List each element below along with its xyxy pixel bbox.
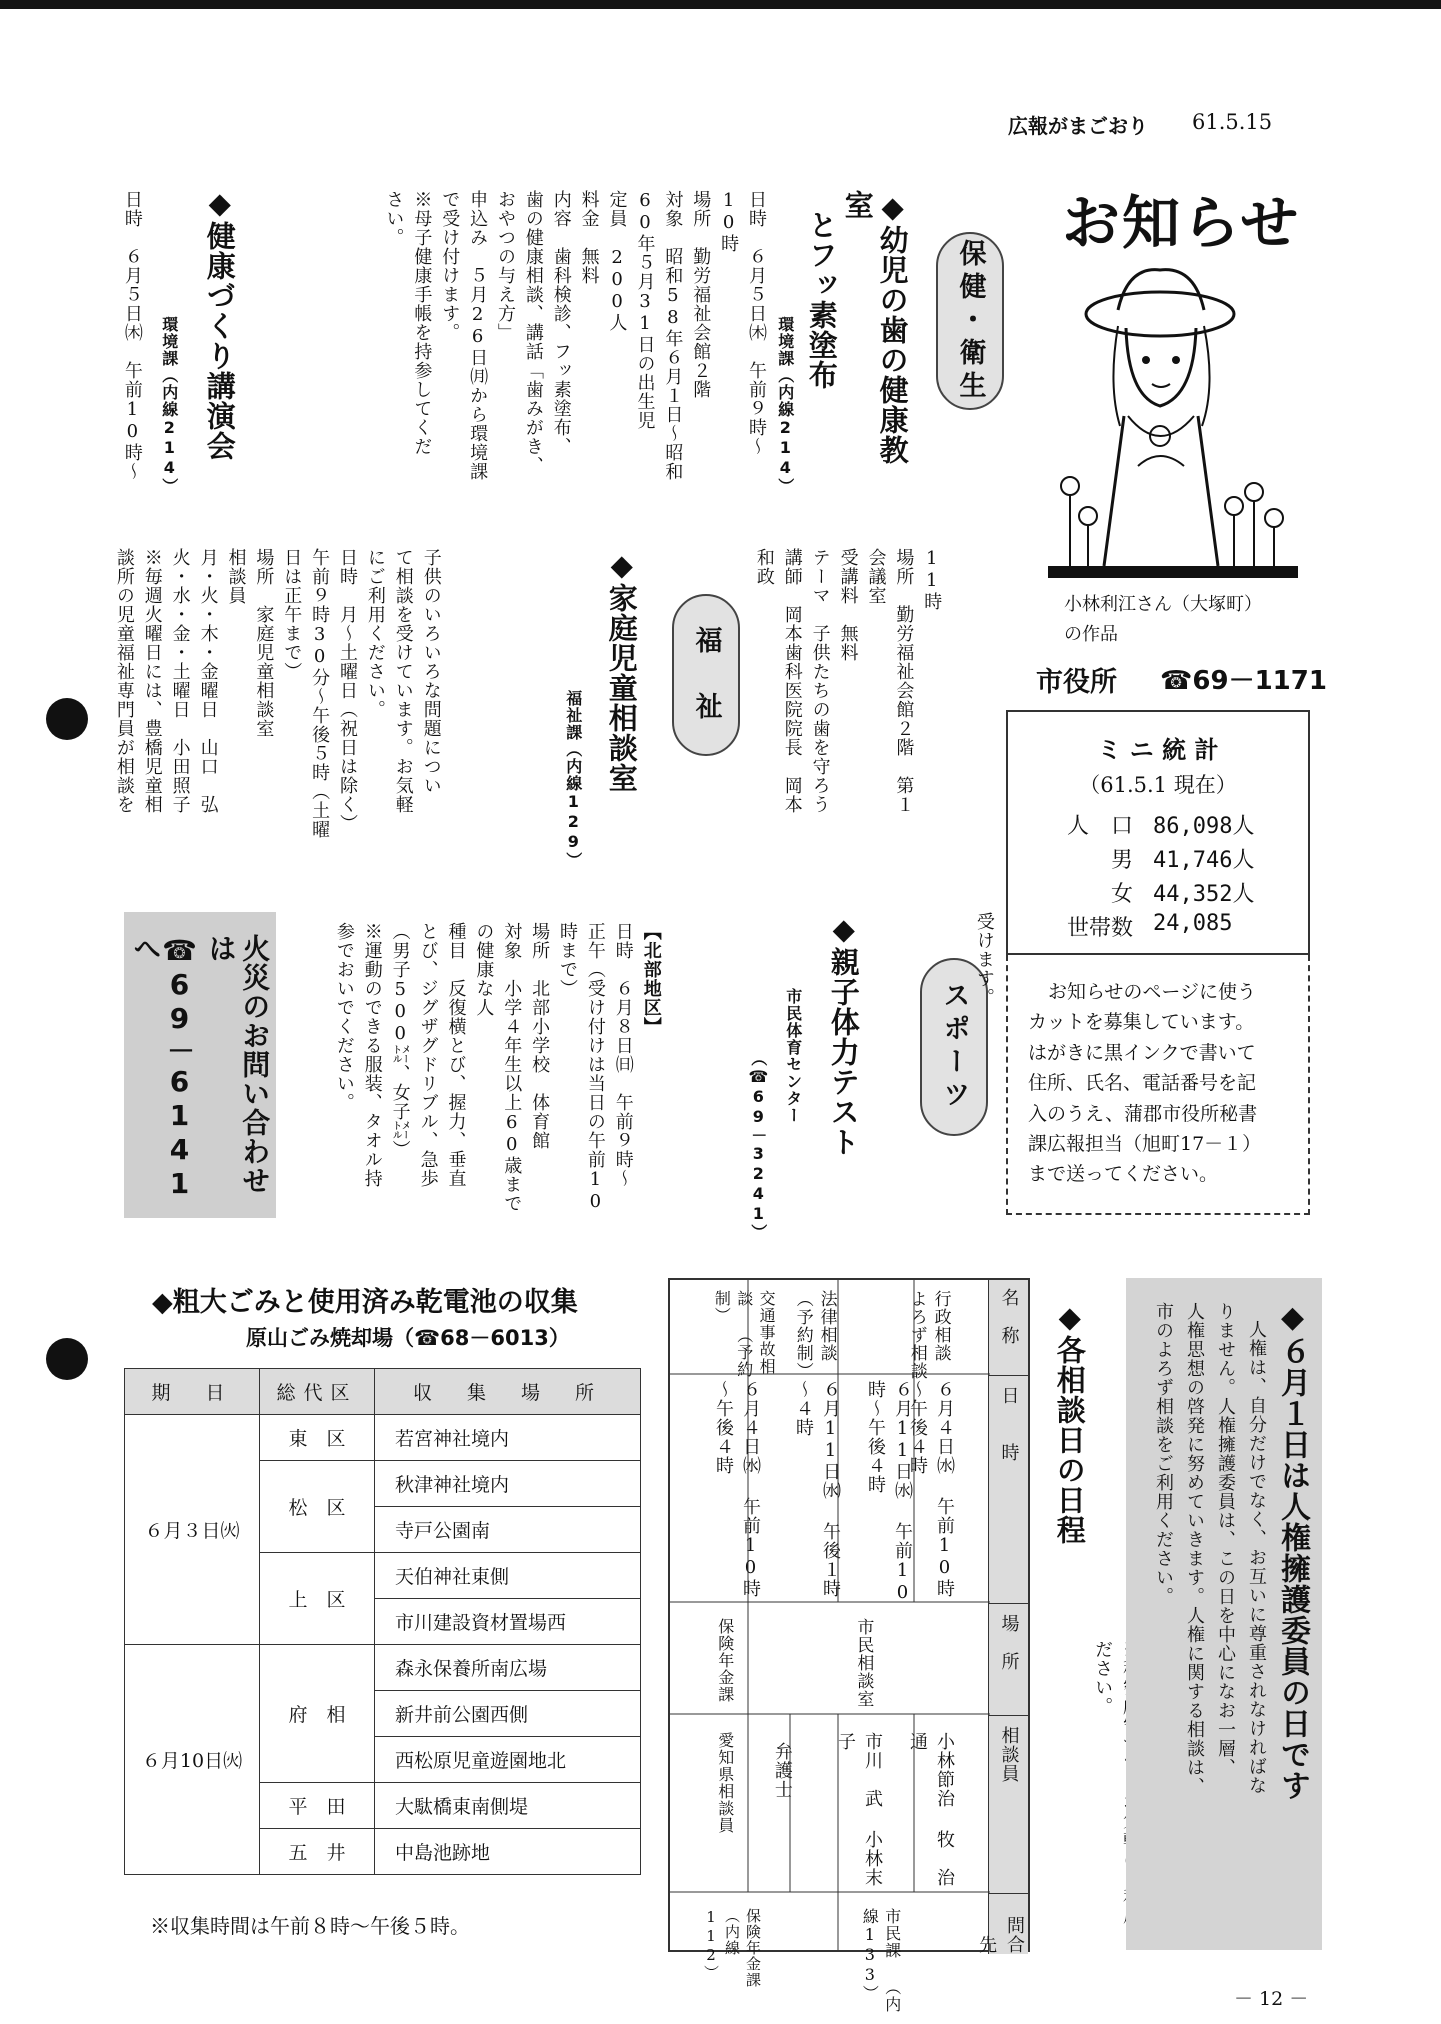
dental-line: おやつの与え方」 (494, 190, 516, 342)
family-line: 火・水・金・土曜日 小田照子 (169, 548, 191, 814)
health-lecture-cont (750, 548, 945, 858)
fitness-body (330, 922, 665, 1242)
mini-stats-asof: （61.5.1 現在） (1079, 773, 1237, 797)
dental-line: 歯の健康相談、講話「歯みがき、 (522, 190, 544, 475)
dental-line: 場所 勤労福祉会館２階 (690, 190, 712, 399)
dental-title-1: ◆幼児の歯の健康教室 (840, 190, 910, 465)
top-rule (0, 0, 1441, 9)
fitness-line: の健康な人 (473, 922, 495, 1017)
recruit-line: まで送ってください。 (1028, 1163, 1219, 1186)
recruit-line: お知らせのページに使う (1048, 981, 1257, 1003)
consult-name-1: 行政相談 よろず相談 (906, 1290, 951, 1380)
health-lecture-title: ◆健康づくり講演会 (202, 186, 237, 461)
illustration-caption-1: 小林利江さん（大塚町） (1064, 594, 1262, 615)
family-line: 月・火・木・金曜日 山口 弘 (197, 548, 219, 814)
family-line: 談所の児童福祉専門員が相談を (113, 548, 135, 814)
mini-stats-box (1006, 710, 1310, 955)
dental-title-2: とフッ素塗布 (804, 210, 839, 390)
page-number: － 12 － (1234, 1988, 1309, 2010)
consult-header: 場 所 (998, 1614, 1020, 1671)
consult-place-1: 市民相談室 (853, 1618, 874, 1708)
lecture-line: テーマ 子供たちの歯を守ろう (809, 548, 831, 814)
garbage-table (124, 1368, 641, 1875)
family-line: 場所 家庭児童相談室 (253, 548, 275, 738)
girl-with-hat-and-flowers-drawing-icon (1048, 266, 1298, 586)
place-cell: 大駄橋東南側堤 (375, 1783, 641, 1829)
fitness-line: 種目 反復横とび、握力、垂直 (445, 922, 467, 1188)
district-cell: 松 区 (260, 1461, 375, 1553)
family-dept: 福祉課（内線129） (563, 690, 583, 869)
place-cell: 秋津神社境内 (375, 1461, 641, 1507)
family-tail: 受けます。 (973, 912, 995, 1007)
recruit-line: 入のうえ、蒲郡市役所秘書 (1028, 1102, 1258, 1125)
consult-time-2: ６月11日㈬ 午前10時～午後４時 (865, 1380, 913, 1604)
district-cell: 五 井 (260, 1829, 375, 1875)
stat-value: 24,085 (1153, 911, 1233, 936)
dental-line: さい。 (383, 190, 405, 247)
col-header: 総代区 (260, 1369, 375, 1415)
consult-place-2: 保険年金課 (715, 1618, 735, 1703)
fire-inquiry-box (124, 912, 276, 1218)
fitness-line: 【北部地区】 (640, 922, 662, 1036)
family-line: 日は正午まで） (281, 548, 303, 681)
fitness-line: 参でおいでください。 (333, 922, 355, 1112)
mini-stats-title: ミ ニ 統 計 (1097, 736, 1219, 764)
consult-time-1: ６月４日㈬ 午前10時～午後４時 (907, 1380, 955, 1598)
punch-hole-dot (46, 1338, 88, 1380)
table-row (125, 1415, 641, 1461)
garbage-title: ◆粗大ごみと使用済み乾電池の収集 (152, 1287, 578, 1318)
family-line: 子供のいろいろな問題につい (420, 548, 442, 795)
lecture-line: 和政 (753, 548, 775, 586)
family-line: にご利用ください。 (364, 548, 386, 719)
dental-line: ※母子健康手帳を持参してくだ (411, 190, 433, 456)
consult-counselor-2: 市川 武 小林末子 (835, 1732, 883, 1887)
stat-value: 41,746人 (1153, 848, 1255, 873)
district-cell: 東 区 (260, 1415, 375, 1461)
recruit-line: カットを募集しています。 (1028, 1011, 1255, 1034)
category-welfare-pill (672, 594, 740, 756)
human-rights-line: 人権は、自分だけでなく、お互いに尊重されなければな (1246, 1320, 1267, 1795)
category-health-label: 保健・衛生 (954, 238, 986, 404)
consult-counselor-4: 愛知県相談員 (715, 1732, 735, 1834)
fitness-line: ※運動のできる服装、タオル持 (361, 922, 383, 1188)
garbage-subtitle: 原山ごみ焼却場（☎68－6013） (246, 1326, 570, 1350)
place-cell: 若宮神社境内 (375, 1415, 641, 1461)
dental-line: 内容 歯科検診、フッ素塗布、 (550, 190, 572, 456)
garbage-note: ※収集時間は午前８時～午後５時。 (150, 1914, 470, 1938)
family-line: 相談員 (225, 548, 247, 605)
family-line: て相談を受けています。お気軽 (392, 548, 414, 814)
consult-header: 名 称 (998, 1288, 1020, 1345)
lecture-line: 受講料 無料 (837, 548, 859, 662)
consult-note: ださい。 (1092, 1640, 1114, 1716)
consult-time-3: ６月11日㈬ 午後１時～４時 (793, 1380, 841, 1598)
fitness-line: とび、ジグザグドリブル、急歩 (417, 922, 439, 1188)
family-line: 午前９時30分～午後５時（土曜 (309, 548, 331, 839)
col-header: 収 集 場 所 (375, 1369, 641, 1415)
place-cell: 西松原児童遊園地北 (375, 1737, 641, 1783)
fitness-line: 正午（受け付けは当日の午前10 (584, 922, 606, 1213)
place-cell: 寺戸公園南 (375, 1507, 641, 1553)
masthead-date: 61.5.15 (1192, 110, 1273, 134)
consult-header: 問合先 (976, 1916, 1025, 1954)
family-body (110, 548, 445, 868)
district-cell: 府 相 (260, 1645, 375, 1783)
consult-contact-1: 市民課 （内線133） (860, 1908, 902, 2013)
category-sports-label: スポーツ (938, 981, 970, 1113)
consult-title: ◆各相談日の日程 (1052, 1300, 1087, 1545)
fitness-line: 対象 小学４年生以上60歳まで (501, 922, 523, 1213)
consult-header: 日 時 (998, 1386, 1020, 1462)
dental-line: 定員 200人 (606, 190, 628, 332)
consult-name-3: 法律相談 （予約制） (792, 1290, 837, 1380)
human-rights-box (1126, 1278, 1322, 1950)
human-rights-line: りません。人権擁護委員は、この日を中心になお一層、 (1215, 1302, 1236, 1777)
fitness-line: 日時 ６月８日㈰ 午前９時～ (612, 922, 634, 1188)
table-row (125, 1645, 641, 1691)
recruit-line: 課広報担当（旭町17－１） (1028, 1132, 1262, 1155)
lecture-line: 会議室 (865, 548, 887, 605)
illustration-caption-2: の作品 (1064, 624, 1118, 645)
stat-label: 男 (1110, 848, 1133, 873)
consult-time-4: ６月４日㈬ 午前10時～午後４時 (713, 1380, 761, 1598)
col-header: 期 日 (125, 1369, 260, 1415)
health-lecture-line: 日時 ６月５日㈭ 午前10時～ (121, 190, 143, 481)
recruit-line: 住所、氏名、電話番号を記 (1028, 1072, 1257, 1095)
health-lecture-dept: 環境課（内線214） (159, 316, 179, 495)
stat-label: 女 (1110, 882, 1133, 907)
family-line: ※毎週火曜日には、豊橋児童相 (141, 548, 163, 814)
consult-counselor-3: 弁護士 (771, 1742, 793, 1799)
place-cell: 新井前公園西側 (375, 1691, 641, 1737)
consult-counselor-1: 小林節治 牧 治通 (907, 1732, 955, 1887)
place-cell: 市川建設資材置場西 (375, 1599, 641, 1645)
cut-recruit-box (1006, 955, 1310, 1215)
stat-label: 世帯数 (1066, 916, 1133, 941)
place-cell: 森永保養所南広場 (375, 1645, 641, 1691)
place-cell: 天伯神社東側 (375, 1553, 641, 1599)
stat-label: 人 口 (1066, 814, 1133, 839)
dental-line: で受け付けます。 (439, 190, 461, 342)
category-health-pill (936, 232, 1004, 410)
human-rights-line: 市のよろず相談をご利用ください。 (1153, 1302, 1174, 1606)
consult-grid-lines (668, 1278, 1030, 1952)
dental-line: 料金 無料 (578, 190, 600, 285)
fitness-dept-1: 市民体育センター (783, 988, 803, 1124)
dental-line: 日時 ６月５日㈭ 午前９時～ (746, 190, 767, 456)
dental-dept: 環境課（内線214） (775, 316, 795, 495)
district-cell: 平 田 (260, 1783, 375, 1829)
fire-line-1: 火災のお問い合わせは (204, 934, 272, 1195)
family-title: ◆家庭児童相談室 (604, 548, 639, 793)
city-hall-phone: ☎69－1171 (1160, 666, 1327, 696)
masthead-title: 広報がまごおり (1008, 114, 1148, 138)
mini-stats-rows (1008, 809, 1308, 945)
human-rights-line: 人権思想の啓発に努めていきます。人権に関する相談は、 (1184, 1302, 1205, 1796)
punch-hole-dot (46, 698, 88, 740)
dental-body (270, 190, 770, 510)
recruit-line: はがきに黒インクで書いて (1028, 1041, 1256, 1064)
stat-value: 86,098人 (1153, 814, 1255, 839)
fitness-line: 場所 北部小学校 体育館 (529, 922, 551, 1150)
date-cell: ６月３日㈫ (125, 1415, 260, 1645)
dental-line: 10時 (718, 190, 740, 253)
fitness-dept-2: （☎69－3241） (748, 1050, 768, 1241)
dental-line: 60年５月31日の出生児 (634, 190, 656, 430)
city-hall-label: 市役所 (1036, 667, 1117, 698)
human-rights-title: ◆６月１日は人権擁護委員の日です (1275, 1300, 1310, 1801)
lecture-line: 場所 勤労福祉会館２階 第１ (893, 548, 915, 814)
date-cell: ６月10日㈫ (125, 1645, 260, 1875)
fitness-line: 時まで） (557, 922, 579, 998)
consult-header: 相談員 (998, 1726, 1020, 1783)
lecture-line: 講師 岡本歯科医院院長 岡本 (781, 548, 803, 814)
fire-line-2: ☎69－6141へ (129, 934, 196, 1201)
dental-line: 対象 昭和58年６月１日～昭和 (662, 190, 684, 481)
district-cell: 上 区 (260, 1553, 375, 1645)
place-cell: 中島池跡地 (375, 1829, 641, 1875)
family-line: 日時 月～土曜日（祝日は除く） (337, 548, 359, 833)
category-welfare-label: 福 祉 (690, 625, 722, 725)
oshirase-title: お知らせ (1062, 189, 1301, 257)
fitness-title: ◆親子体力テスト (826, 912, 861, 1157)
fitness-line: （男子500㍍、女子㍍） (389, 922, 411, 1159)
consult-contact-2: 保険年金課 （内線112） (702, 1908, 762, 1988)
lecture-line: 11時 (921, 548, 943, 611)
stat-value: 44,352人 (1153, 882, 1255, 907)
dental-line: 申込み ５月26日㈪から環境課 (467, 190, 489, 481)
consult-name-4: 交通事故相談 （予約制） (712, 1290, 777, 1378)
